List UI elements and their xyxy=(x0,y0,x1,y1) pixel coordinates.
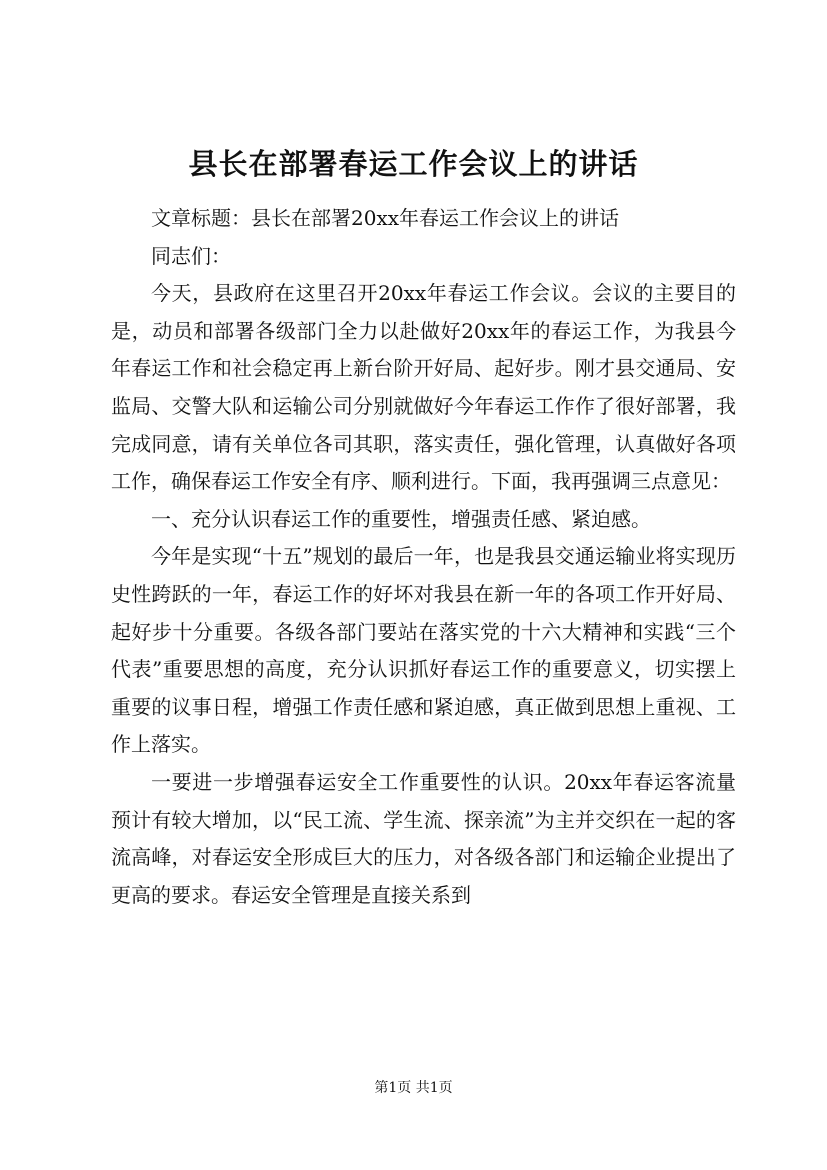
document-body xyxy=(111,200,736,914)
paragraph-article-title: 文章标题：县长在部署20xx年春运工作会议上的讲话 xyxy=(151,206,620,230)
page-footer: 第1页 共1页 xyxy=(374,1080,453,1096)
document-title: 县长在部署春运工作会议上的讲话 xyxy=(188,147,639,181)
paragraph-salutation: 同志们： xyxy=(151,243,231,268)
paragraph-opening: 今天，县政府在这里召开20xx年春运工作会议。会议的主要目的是，动员和部署各级部门全力以赴做好20xx年的春运工作，为我县今年春运工作和社会稳定再上新台阶开好局、起好步。刚才县交通局、安监局、交警大队和运输公司分别就做好今年春运工作作了很好部署，我完成同意，请有关单位各司其职，落实责任，强化管理，认真做好各项工作，确保春运工作安全有序、顺利进行。下面，我再强调三点意见： xyxy=(111,281,736,494)
paragraph-body: 一要进一步增强春运安全工作重要性的认识。20xx年春运客流量预计有较大增加，以“民工流、学生流、探亲流”为主并交织在一起的客流高峰，对春运安全形成巨大的压力，对各级各部门和运输企业提出了更高的要求。春运安全管理是直接关系到 xyxy=(111,769,736,907)
paragraph-section-heading: 一、充分认识春运工作的重要性，增强责任感、紧迫感。 xyxy=(151,506,651,531)
paragraph-body: 今年是实现“十五”规划的最后一年，也是我县交通运输业将实现历史性跨跃的一年，春运工作的好坏对我县在新一年的各项工作开好局、起好步十分重要。各级各部门要站在落实党的十六大精神和实践“三个代表”重要思想的高度，充分认识抓好春运工作的重要意义，切实摆上重要的议事日程，增强工作责任感和紧迫感，真正做到思想上重视、工作上落实。 xyxy=(111,544,736,757)
